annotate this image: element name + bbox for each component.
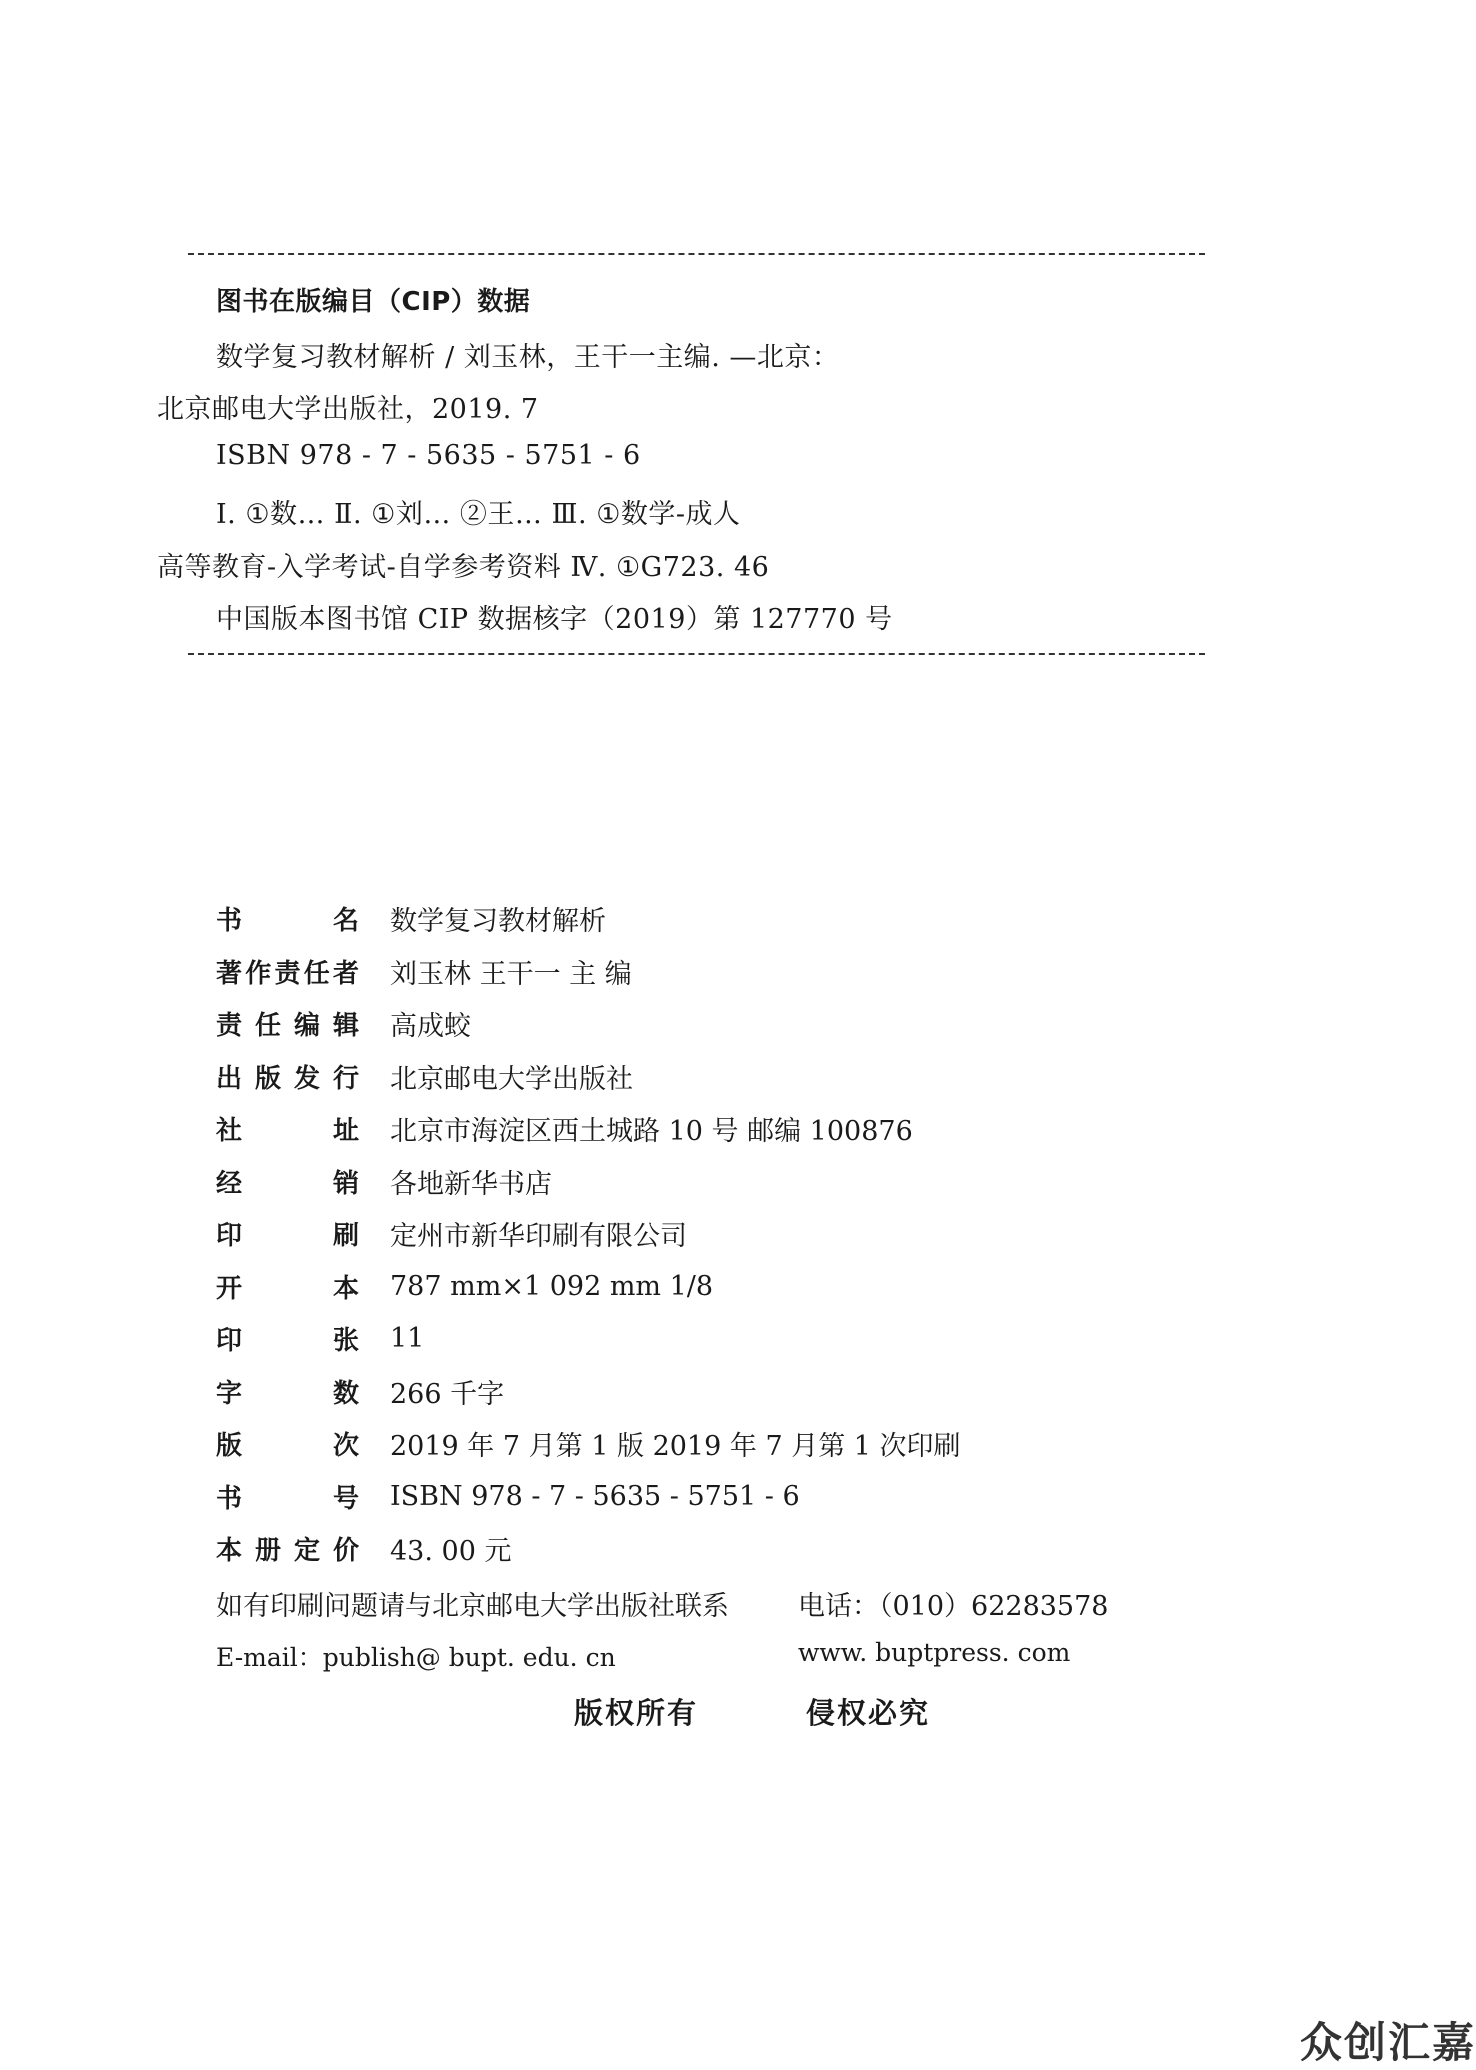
detail-row [216, 951, 632, 991]
detail-label-char: 版 [216, 1430, 243, 1461]
detail-label [216, 1005, 359, 1042]
detail-row [216, 1056, 633, 1096]
detail-label-char: 辑 [332, 1010, 359, 1041]
detail-label-char: 次 [332, 1430, 359, 1461]
detail-label [216, 1268, 359, 1305]
detail-label-char: 址 [332, 1115, 359, 1146]
detail-label [216, 1530, 359, 1567]
detail-value: 数学复习教材解析 [390, 905, 606, 937]
detail-label-char: 责 [216, 1010, 243, 1041]
cip-line-2: 北京邮电大学出版社，2019. 7 [157, 394, 539, 425]
cip-line-5: 高等教育-入学考试-自学参考资料 Ⅳ. ①G723. 46 [157, 552, 770, 583]
detail-label-char: 价 [332, 1535, 359, 1566]
detail-value: 2019 年 7 月第 1 版 2019 年 7 月第 1 次印刷 [390, 1430, 961, 1462]
detail-label-char: 销 [332, 1168, 359, 1199]
detail-label-char: 名 [332, 905, 359, 936]
cip-line-4: Ⅰ. ①数… Ⅱ. ①刘… ②王… Ⅲ. ①数学-成人 [216, 499, 741, 530]
detail-row [216, 1266, 713, 1306]
detail-label-char: 印 [216, 1325, 243, 1356]
detail-label-char: 编 [293, 1010, 320, 1041]
detail-row [216, 1108, 913, 1148]
detail-row [216, 1318, 424, 1358]
detail-label [216, 1215, 359, 1252]
cip-top-divider [188, 253, 1205, 255]
detail-label-char: 刷 [332, 1220, 359, 1251]
detail-label-char: 作 [245, 958, 272, 989]
detail-value: 北京邮电大学出版社 [390, 1063, 633, 1095]
detail-value: 11 [390, 1322, 425, 1354]
detail-label [216, 1163, 359, 1200]
detail-label-char: 数 [332, 1378, 359, 1409]
detail-label-char: 行 [332, 1063, 359, 1094]
detail-row [216, 1161, 552, 1201]
detail-row [216, 1003, 471, 1043]
detail-label [216, 900, 359, 937]
detail-label-char: 开 [216, 1273, 243, 1304]
contact-phone: 电话：（010）62283578 [798, 1591, 1109, 1622]
detail-label-char: 社 [216, 1115, 243, 1146]
cip-line-1: 数学复习教材解析 / 刘玉林，王干一主编. —北京： [216, 342, 840, 373]
detail-label-char: 书 [216, 1483, 243, 1514]
detail-label [216, 1110, 359, 1147]
cip-bottom-divider [188, 653, 1205, 655]
detail-label-char: 本 [216, 1535, 243, 1566]
detail-label-char: 定 [293, 1535, 320, 1566]
detail-value: 定州市新华印刷有限公司 [390, 1220, 687, 1252]
detail-row [216, 1213, 687, 1253]
detail-label-char: 印 [216, 1220, 243, 1251]
detail-value: 266 千字 [390, 1378, 505, 1410]
detail-label [216, 1373, 359, 1410]
cip-line-3: ISBN 978 - 7 - 5635 - 5751 - 6 [216, 440, 641, 471]
detail-label [216, 1320, 359, 1357]
detail-value: 43. 00 元 [390, 1535, 512, 1567]
detail-label [216, 1058, 359, 1095]
detail-label-char: 册 [254, 1535, 281, 1566]
detail-label [216, 1425, 359, 1462]
detail-row [216, 1423, 961, 1463]
detail-label [216, 1478, 359, 1515]
contact-email: E-mail：publish@ bupt. edu. cn [216, 1643, 616, 1672]
watermark-logo: 众创汇嘉 [1300, 2018, 1476, 2067]
contact-website: www. buptpress. com [798, 1638, 1071, 1667]
detail-value: 各地新华书店 [390, 1168, 552, 1200]
detail-row [216, 1528, 511, 1568]
detail-label [216, 953, 359, 990]
detail-value: 高成蛟 [390, 1010, 471, 1042]
print-issue-notice: 如有印刷问题请与北京邮电大学出版社联系 [216, 1591, 729, 1622]
detail-value: ISBN 978 - 7 - 5635 - 5751 - 6 [390, 1480, 800, 1512]
detail-value: 刘玉林 王干一 主 编 [390, 958, 632, 990]
detail-label-char: 书 [216, 905, 243, 936]
detail-row [216, 1371, 504, 1411]
detail-label-char: 经 [216, 1168, 243, 1199]
cip-line-6: 中国版本图书馆 CIP 数据核字（2019）第 127770 号 [216, 604, 893, 635]
detail-label-char: 张 [332, 1325, 359, 1356]
rights-reserved: 版权所有 [574, 1696, 699, 1730]
detail-label-char: 者 [332, 958, 359, 989]
detail-label-char: 版 [254, 1063, 281, 1094]
detail-value: 787 mm×1 092 mm 1/8 [390, 1270, 714, 1302]
detail-label-char: 本 [332, 1273, 359, 1304]
detail-label-char: 任 [303, 958, 330, 989]
detail-label-char: 字 [216, 1378, 243, 1409]
detail-label-char: 任 [254, 1010, 281, 1041]
piracy-prohibited: 侵权必究 [806, 1696, 931, 1730]
detail-row [216, 898, 606, 938]
detail-label-char: 出 [216, 1063, 243, 1094]
detail-value: 北京市海淀区西土城路 10 号 邮编 100876 [390, 1115, 913, 1147]
cip-title: 图书在版编目（CIP）数据 [216, 287, 531, 317]
detail-label-char: 著 [216, 958, 243, 989]
detail-label-char: 号 [332, 1483, 359, 1514]
detail-label-char: 责 [274, 958, 301, 989]
detail-row [216, 1476, 800, 1516]
detail-label-char: 发 [293, 1063, 320, 1094]
